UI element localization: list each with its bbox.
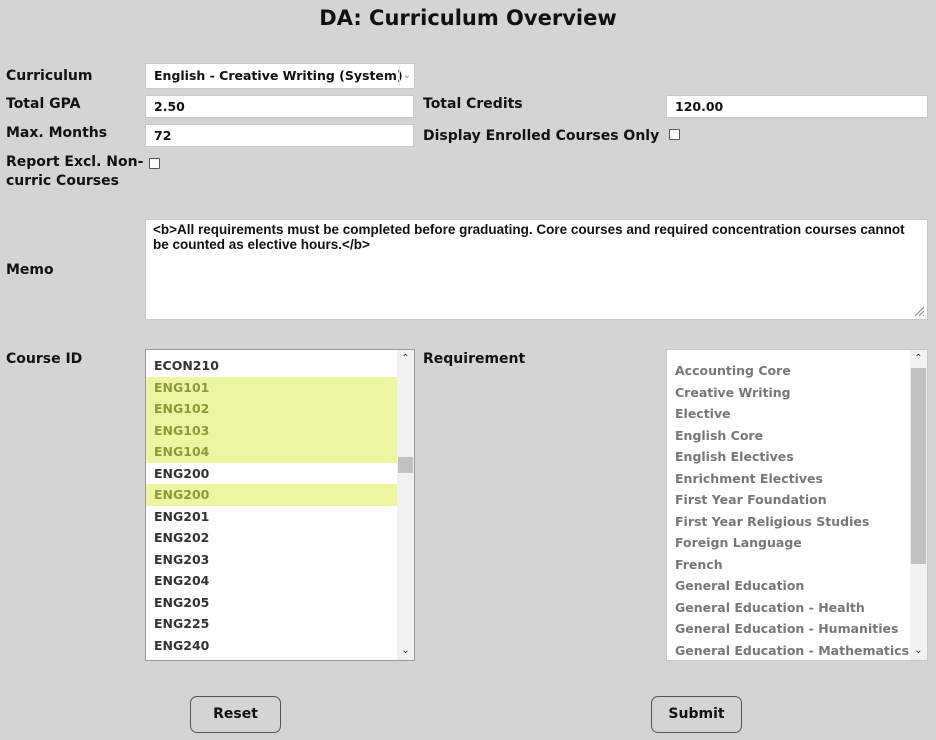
course-list-item[interactable]: ENG203 [154, 551, 210, 567]
course-list-item[interactable]: ENG201 [154, 508, 210, 524]
total-credits-label: Total Credits [423, 96, 523, 112]
report-excl-checkbox[interactable] [149, 158, 160, 169]
requirement-list-item[interactable]: English Core [675, 427, 764, 443]
requirement-label: Requirement [423, 351, 526, 367]
report-excl-label-line2: curric Courses [6, 173, 119, 189]
chevron-up-icon[interactable]: ⌃ [914, 353, 923, 364]
requirement-list-item[interactable]: Creative Writing [675, 384, 791, 400]
course-list-item[interactable]: ENG101 [146, 377, 397, 399]
requirement-list-item[interactable]: General Education [675, 578, 805, 593]
submit-button[interactable]: Submit [651, 696, 742, 733]
report-excl-label-line1: Report Excl. Non- [6, 154, 144, 170]
course-id-label: Course ID [6, 351, 83, 367]
requirement-list-item[interactable]: English Electives [675, 449, 794, 464]
total-gpa-label: Total GPA [6, 96, 81, 112]
course-list-item[interactable]: ENG103 [146, 420, 397, 442]
requirement-list-item[interactable]: General Education - Health [675, 599, 865, 615]
chevron-down-icon[interactable]: ⌄ [401, 645, 410, 656]
requirement-list-item[interactable]: Accounting Core [675, 363, 791, 378]
requirement-list-item[interactable]: Elective [675, 406, 731, 421]
scrollbar-thumb[interactable] [911, 368, 926, 564]
course-list-item[interactable]: ENG104 [146, 441, 397, 463]
requirement-list-item[interactable]: French [675, 556, 723, 572]
course-id-listbox[interactable] [145, 349, 415, 661]
page-title: DA: Curriculum Overview [319, 6, 617, 30]
chevron-up-icon[interactable]: ⌃ [401, 353, 410, 364]
resize-grip-icon[interactable] [913, 305, 925, 317]
curriculum-label: Curriculum [6, 68, 93, 84]
requirement-listbox[interactable] [666, 349, 928, 661]
course-list-item[interactable]: ENG204 [154, 573, 210, 588]
course-list-item[interactable]: ENG240 [154, 637, 210, 653]
course-list-item[interactable]: ENG202 [154, 530, 210, 545]
memo-text: <b>All requirements must be completed before graduating. Core courses and required concentration courses cannot be counted as elective hours.</b> [153, 222, 905, 252]
course-list-item[interactable]: ENG102 [146, 398, 397, 420]
memo-textarea[interactable] [145, 219, 928, 320]
total-credits-input[interactable]: 120.00 [666, 95, 928, 118]
course-list-item[interactable]: ENG225 [154, 616, 210, 631]
total-gpa-input[interactable]: 2.50 [145, 95, 414, 118]
course-list-item[interactable]: ENG200 [146, 484, 397, 506]
chevron-down-icon: ⌄ [399, 66, 414, 86]
max-months-label: Max. Months [6, 125, 108, 141]
course-list-item[interactable]: ENG200 [154, 465, 210, 481]
memo-label: Memo [6, 262, 54, 278]
display-enrolled-checkbox[interactable] [669, 129, 680, 140]
requirement-list-item[interactable]: Enrichment Electives [675, 470, 823, 486]
display-enrolled-label: Display Enrolled Courses Only [423, 128, 660, 144]
requirement-list-item[interactable]: General Education - Mathematics [675, 642, 910, 658]
max-months-input[interactable]: 72 [145, 124, 414, 147]
curriculum-value: English - Creative Writing (System) [154, 68, 403, 83]
course-list-item[interactable]: ECON210 [154, 358, 219, 373]
course-list-item[interactable]: ENG205 [154, 594, 210, 610]
requirement-scrollbar[interactable] [910, 350, 927, 660]
requirement-list-item[interactable]: General Education - Humanities [675, 621, 899, 636]
curriculum-select[interactable] [145, 63, 415, 89]
requirement-list-item[interactable]: Foreign Language [675, 535, 802, 550]
requirement-list-item[interactable]: First Year Religious Studies [675, 513, 870, 529]
scrollbar-thumb[interactable] [398, 457, 413, 473]
requirement-list-item[interactable]: First Year Foundation [675, 492, 827, 507]
report-excl-label [6, 153, 143, 191]
course-scrollbar[interactable] [397, 350, 414, 660]
chevron-down-icon[interactable]: ⌄ [914, 645, 923, 656]
reset-button[interactable]: Reset [190, 696, 281, 733]
